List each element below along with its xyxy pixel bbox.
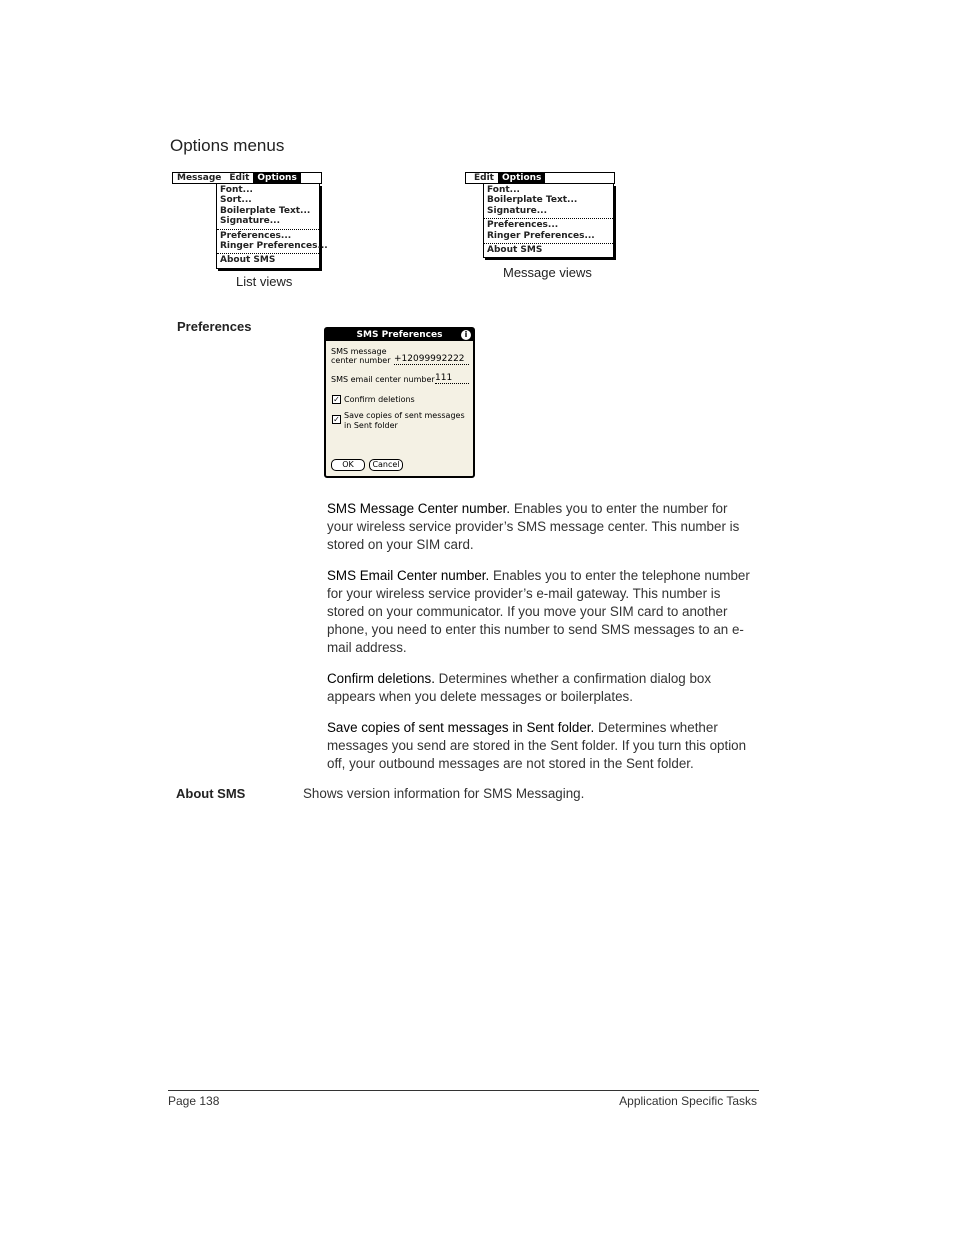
sms-preferences-dialog bbox=[324, 327, 475, 478]
description: Determines whether a confirmation dialog box appears when you delete messages or boilerplates. bbox=[327, 671, 712, 704]
menu-item-font[interactable]: Font... bbox=[220, 185, 253, 195]
menu-item-boilerplate[interactable]: Boilerplate Text... bbox=[487, 195, 578, 206]
footer-rule bbox=[168, 1090, 759, 1091]
sms-center-label-line2: center number bbox=[331, 356, 391, 365]
confirm-deletions-label: Confirm deletions bbox=[344, 395, 415, 404]
term: Save copies of sent messages in Sent folder. bbox=[327, 720, 595, 735]
confirm-deletions-checkbox[interactable]: ✓ bbox=[333, 395, 340, 404]
sms-center-label-line1: SMS message bbox=[331, 347, 387, 356]
list-views-menubar bbox=[172, 172, 322, 184]
menu-separator bbox=[217, 253, 319, 254]
section-title: Options menus bbox=[170, 136, 285, 155]
list-views-caption: List views bbox=[236, 274, 293, 289]
menu-item-sort[interactable]: Sort... bbox=[220, 195, 252, 206]
about-sms-text: Shows version information for SMS Messaging. bbox=[303, 786, 585, 801]
menu-item-signature[interactable]: Signature... bbox=[220, 216, 280, 227]
menu-item-preferences[interactable]: Preferences... bbox=[487, 220, 559, 231]
menu-edit[interactable]: Edit bbox=[474, 173, 494, 183]
ok-button[interactable]: OK bbox=[331, 459, 365, 471]
menu-item-boilerplate[interactable]: Boilerplate Text... bbox=[220, 205, 311, 216]
paragraph-sms-center bbox=[327, 500, 757, 554]
menu-edit[interactable]: Edit bbox=[229, 173, 250, 183]
paragraph-save-copies bbox=[327, 719, 757, 773]
paragraph-email-center bbox=[327, 567, 757, 657]
message-views-menubar bbox=[465, 172, 615, 184]
email-center-number-field[interactable]: 111 bbox=[435, 373, 469, 384]
menu-item-ringer-preferences[interactable]: Ringer Preferences... bbox=[487, 230, 595, 241]
description: Enables you to enter the number for your wireless service provider’s SMS message center. This number is stored on your SIM card. bbox=[327, 501, 740, 552]
description: Determines whether messages you send are stored in the Sent folder. If you turn this option off, your outbound messages are not stored in the Sent folder. bbox=[327, 720, 747, 771]
footer-page-number: Page 138 bbox=[168, 1094, 220, 1108]
term: SMS Email Center number. bbox=[327, 568, 490, 583]
menu-item-about-sms[interactable]: About SMS bbox=[220, 255, 276, 266]
list-views-dropdown bbox=[216, 184, 328, 269]
preferences-label: Preferences bbox=[177, 319, 252, 334]
about-sms-label: About SMS bbox=[176, 786, 246, 801]
term: Confirm deletions. bbox=[327, 671, 435, 686]
menu-separator bbox=[484, 218, 613, 219]
footer-chapter-title: Application Specific Tasks bbox=[619, 1094, 757, 1108]
menu-message[interactable]: Message bbox=[177, 173, 222, 183]
message-views-caption: Message views bbox=[503, 265, 592, 280]
menu-item-signature[interactable]: Signature... bbox=[487, 205, 547, 216]
menu-separator bbox=[484, 243, 613, 244]
menu-item-font[interactable]: Font... bbox=[487, 185, 520, 195]
menu-options[interactable]: Options bbox=[253, 173, 300, 183]
menu-item-about-sms[interactable]: About SMS bbox=[487, 245, 543, 256]
menu-item-preferences[interactable]: Preferences... bbox=[220, 230, 292, 241]
menu-item-ringer-preferences[interactable]: Ringer Preferences... bbox=[220, 241, 328, 252]
dialog-title: SMS Preferences i bbox=[326, 329, 473, 341]
message-views-dropdown bbox=[483, 184, 614, 258]
cancel-button[interactable]: Cancel bbox=[369, 459, 403, 471]
menu-separator bbox=[217, 229, 319, 230]
email-center-label: SMS email center number bbox=[331, 375, 435, 384]
description: Enables you to enter the telephone number for your wireless service provider’s e-mail gateway. This number is stored on your communicator. If you move your SIM card to another phone, you need to enter this number to send SMS messages to an e-mail address. bbox=[327, 568, 750, 655]
paragraph-confirm-deletions bbox=[327, 670, 757, 706]
info-icon[interactable]: i bbox=[461, 330, 471, 340]
term: SMS Message Center number. bbox=[327, 501, 511, 516]
menu-options[interactable]: Options bbox=[498, 173, 545, 183]
save-copies-checkbox[interactable]: ✓ bbox=[333, 415, 340, 424]
save-copies-label-line2: in Sent folder bbox=[344, 421, 398, 430]
save-copies-label-line1: Save copies of sent messages bbox=[344, 411, 465, 420]
sms-center-number-field[interactable]: +12099992222 bbox=[394, 354, 469, 365]
